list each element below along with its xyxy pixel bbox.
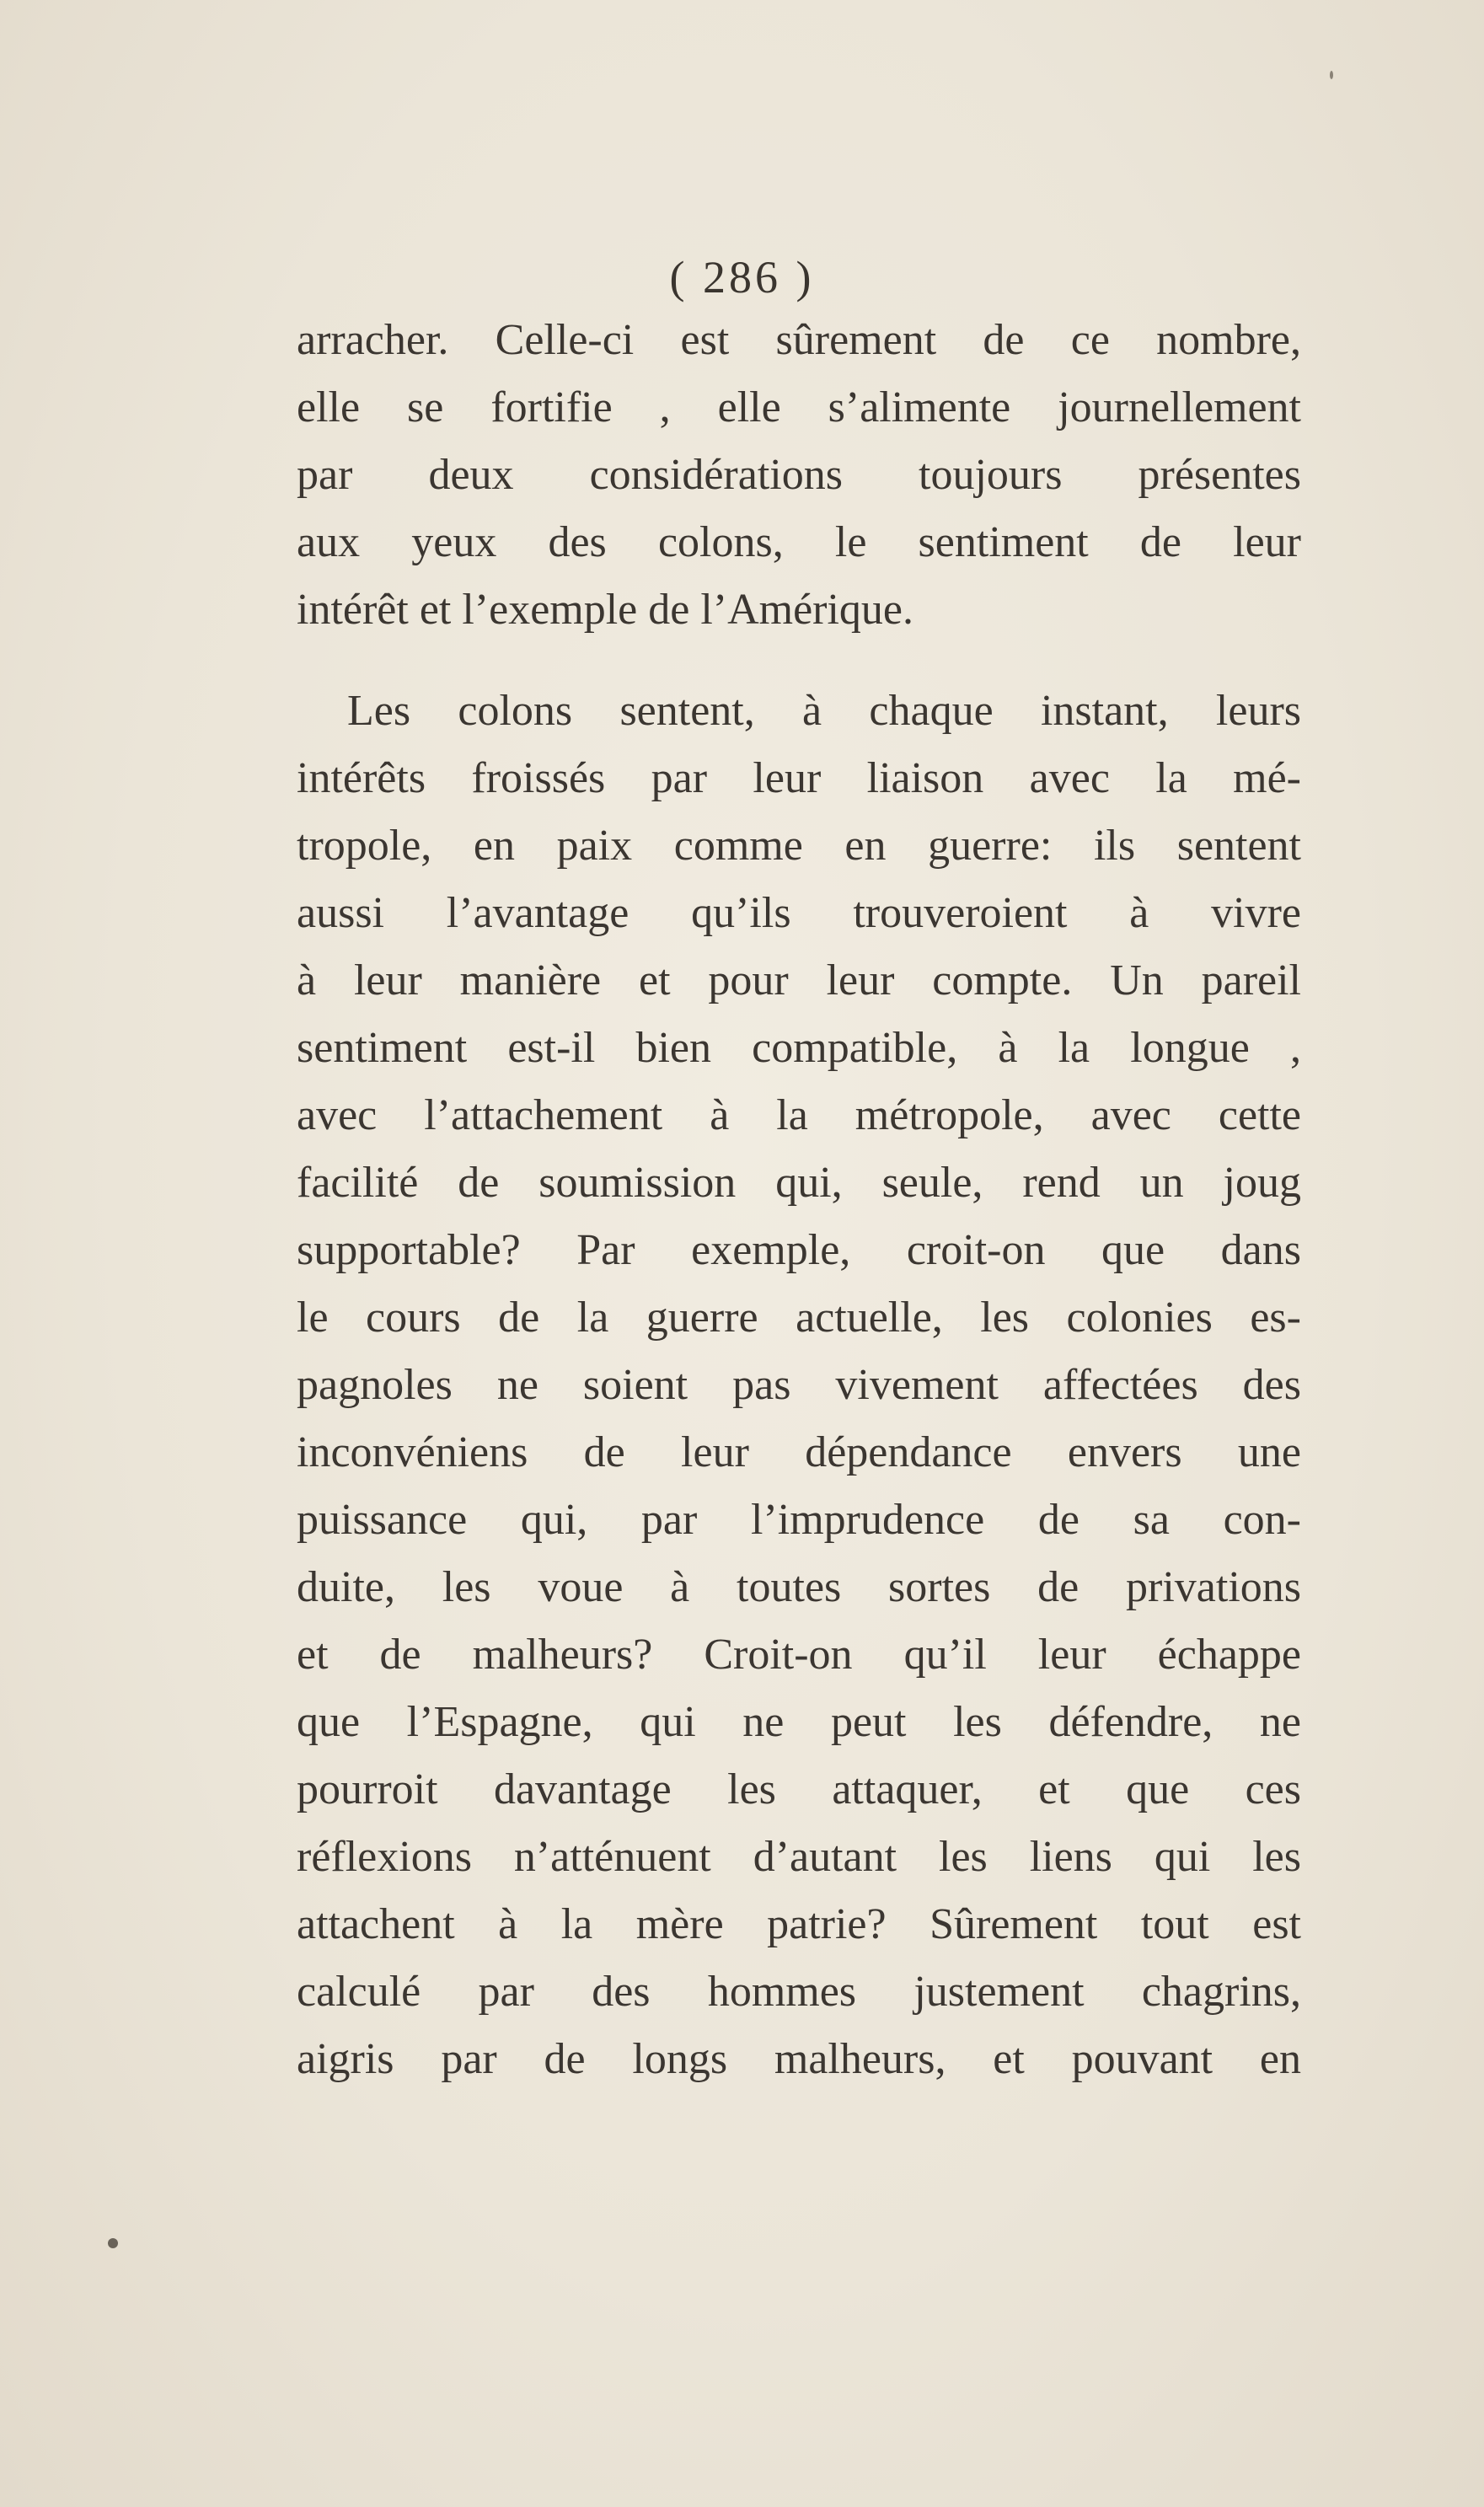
- text-line: et de malheurs? Croit-on qu’il leur échappe: [297, 1631, 1301, 1679]
- page-number: ( 286 ): [669, 252, 815, 303]
- text-line: duite, les voue à toutes sortes de privations: [297, 1563, 1301, 1611]
- text-line: par deux considérations toujours présentes: [297, 451, 1301, 499]
- text-line: à leur manière et pour leur compte. Un pareil: [297, 956, 1301, 1004]
- text-line: inconvéniens de leur dépendance envers une: [297, 1428, 1301, 1476]
- text-line: arracher. Celle-ci est sûrement de ce nombre,: [297, 316, 1301, 364]
- text-line: calculé par des hommes justement chagrins,: [297, 1968, 1301, 2016]
- text-line: que l’Espagne, qui ne peut les défendre, ne: [297, 1698, 1301, 1746]
- text-line: intérêts froissés par leur liaison avec la mé-: [297, 754, 1301, 802]
- text-line: sentiment est-il bien compatible, à la longue ,: [297, 1024, 1301, 1072]
- text-line: facilité de soumission qui, seule, rend un joug: [297, 1159, 1301, 1207]
- text-line: avec l’attachement à la métropole, avec cette: [297, 1091, 1301, 1139]
- text-line: aux yeux des colons, le sentiment de leur: [297, 518, 1301, 566]
- text-line: réflexions n’atténuent d’autant les liens qui les: [297, 1833, 1301, 1881]
- text-line: intérêt et l’exemple de l’Amérique.: [297, 586, 914, 634]
- text-line: puissance qui, par l’imprudence de sa con-: [297, 1496, 1301, 1544]
- text-line: pagnoles ne soient pas vivement affectées des: [297, 1361, 1301, 1409]
- text-line: attachent à la mère patrie? Sûrement tout est: [297, 1900, 1301, 1948]
- text-line: Les colons sentent, à chaque instant, leurs: [347, 687, 1301, 735]
- text-line: aigris par de longs malheurs, et pouvant en: [297, 2035, 1301, 2083]
- text-line: elle se fortifie , elle s’alimente journellement: [297, 383, 1301, 431]
- paper-speck: [1330, 71, 1333, 79]
- text-line: supportable? Par exemple, croit-on que dans: [297, 1226, 1301, 1274]
- text-line: le cours de la guerre actuelle, les colonies es-: [297, 1294, 1301, 1342]
- text-line: pourroit davantage les attaquer, et que ces: [297, 1765, 1301, 1813]
- paper-speck: [108, 2238, 118, 2248]
- text-line: tropole, en paix comme en guerre: ils sentent: [297, 822, 1301, 870]
- text-line: aussi l’avantage qu’ils trouveroient à vivre: [297, 889, 1301, 937]
